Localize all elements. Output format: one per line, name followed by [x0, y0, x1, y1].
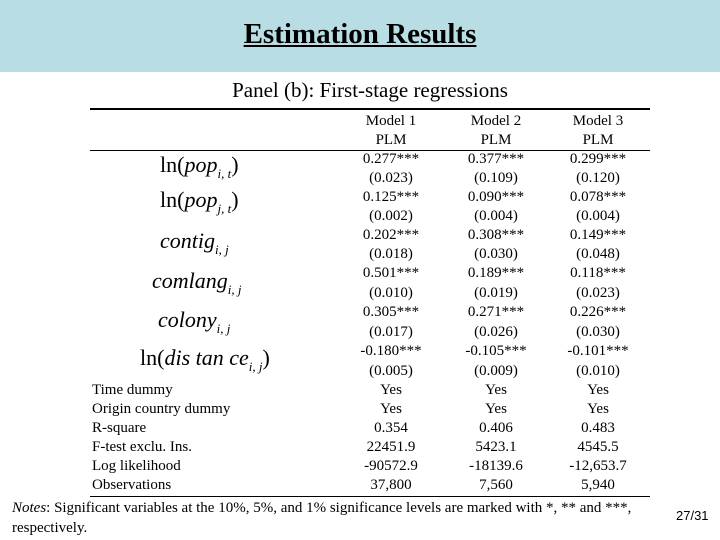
stat-cell: Yes [380, 382, 402, 398]
se-cell: (0.010) [576, 363, 620, 379]
coef-cell: 0.271*** [467, 304, 525, 320]
stat-cell: Yes [587, 382, 609, 398]
stat-cell: 22451.9 [366, 439, 416, 455]
table-bottom-rule [90, 496, 650, 497]
coef-cell: 0.305*** [362, 304, 420, 320]
se-cell: (0.017) [369, 324, 413, 340]
se-cell: (0.009) [474, 363, 518, 379]
var-label-contig: contig$_{i, j}$ [160, 228, 229, 257]
model-2-method: PLM [480, 132, 512, 148]
model-3-method: PLM [582, 132, 614, 148]
se-cell: (0.004) [576, 208, 620, 224]
se-cell: (0.023) [369, 170, 413, 186]
se-cell: (0.010) [369, 285, 413, 301]
notes-text: : Significant variables at the 10%, 5%, and 1% significance levels are marked with *, ** and ***, respectively. [12, 500, 632, 536]
page-title: Estimation Results [243, 18, 477, 50]
stat-cell: Yes [485, 401, 507, 417]
se-cell: (0.030) [576, 324, 620, 340]
se-cell: (0.002) [369, 208, 413, 224]
coef-cell: 0.090*** [467, 189, 525, 205]
stat-cell: 0.406 [479, 420, 513, 436]
stat-cell: 37,800 [370, 477, 412, 493]
coef-cell: 0.118*** [570, 265, 626, 281]
table-top-rule [90, 108, 650, 110]
se-cell: (0.019) [474, 285, 518, 301]
model-1-method: PLM [375, 132, 407, 148]
se-cell: (0.018) [369, 246, 413, 262]
se-cell: (0.026) [474, 324, 518, 340]
var-label-ln-pop-jt: ln(pop$_{j, t}$) [160, 187, 239, 216]
se-cell: (0.004) [474, 208, 518, 224]
se-cell: (0.005) [369, 363, 413, 379]
panel-subtitle: Panel (b): First-stage regressions [232, 78, 508, 102]
var-label-comlang: comlang$_{i, j}$ [152, 268, 242, 297]
stat-cell: Yes [380, 401, 402, 417]
stat-cell: -18139.6 [469, 458, 523, 474]
se-cell: (0.023) [576, 285, 620, 301]
stat-cell: 5,940 [581, 477, 615, 493]
stat-label-log-likelihood: Log likelihood [92, 458, 181, 474]
se-cell: (0.120) [576, 170, 620, 186]
var-label-ln-pop-it: ln(pop$_{i, t}$) [160, 152, 239, 181]
coef-cell: 0.299*** [569, 151, 627, 167]
stat-cell: 0.354 [374, 420, 408, 436]
coef-cell: 0.125*** [362, 189, 420, 205]
coef-cell: 0.202*** [362, 227, 420, 243]
stat-cell: 5423.1 [475, 439, 517, 455]
stat-cell: 0.483 [581, 420, 615, 436]
coef-cell: 0.149*** [569, 227, 627, 243]
var-label-colony: colony$_{i, j}$ [158, 307, 231, 336]
stat-label-r-square: R-square [92, 420, 147, 436]
stat-label-observations: Observations [92, 477, 172, 493]
page-number: 27/31 [676, 508, 709, 523]
stat-cell: Yes [587, 401, 609, 417]
coef-cell: -0.105*** [465, 343, 527, 359]
stat-label-time-dummy: Time dummy [92, 382, 173, 398]
stat-cell: -12,653.7 [569, 458, 627, 474]
coef-cell: 0.501*** [362, 265, 420, 281]
model-1-name: Model 1 [365, 113, 417, 129]
stat-cell: Yes [485, 382, 507, 398]
coef-cell: 0.277*** [362, 151, 420, 167]
se-cell: (0.030) [474, 246, 518, 262]
stat-label-f-test: F-test exclu. Ins. [92, 439, 192, 455]
stat-cell: 7,560 [479, 477, 513, 493]
se-cell: (0.048) [576, 246, 620, 262]
title-bar [0, 0, 720, 72]
model-3-name: Model 3 [572, 113, 624, 129]
coef-cell: 0.078*** [569, 189, 627, 205]
se-cell: (0.109) [474, 170, 518, 186]
notes-lead: Notes [12, 500, 47, 516]
stat-cell: 4545.5 [577, 439, 619, 455]
coef-cell: 0.189*** [467, 265, 525, 281]
model-2-name: Model 2 [470, 113, 522, 129]
coef-cell: 0.226*** [569, 304, 627, 320]
coef-cell: 0.377*** [467, 151, 525, 167]
coef-cell: -0.180*** [360, 343, 422, 359]
coef-cell: 0.308*** [467, 227, 525, 243]
var-label-ln-distance: ln(dis $\tan ce_{i, j}$) [140, 345, 270, 374]
stat-cell: -90572.9 [364, 458, 418, 474]
table-notes [12, 498, 672, 538]
coef-cell: -0.101*** [567, 343, 629, 359]
stat-label-origin-dummy: Origin country dummy [92, 401, 231, 417]
